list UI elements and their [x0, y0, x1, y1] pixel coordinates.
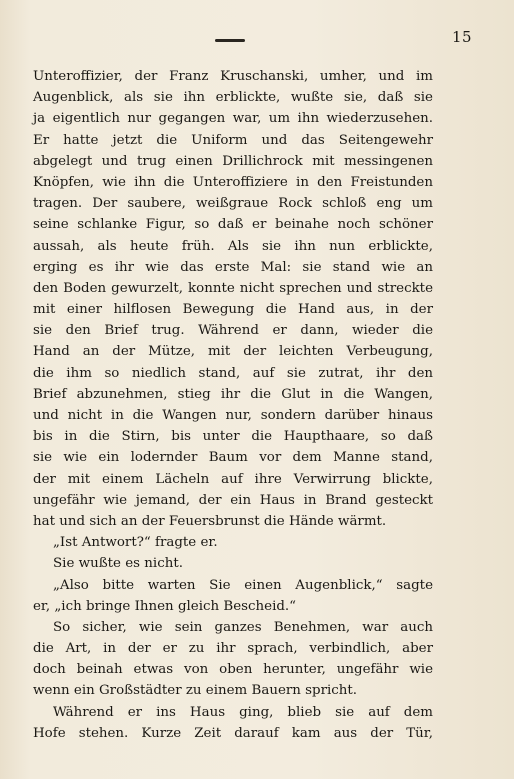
text-line: „Also bitte warten Sie einen Augenblick,“ sagte: [53, 577, 433, 593]
text-line: ungefähr wie jemand, der ein Haus in Brand gesteckt: [33, 492, 433, 508]
text-line: abgelegt und trug einen Drillichrock mit messingenen: [33, 153, 433, 169]
text-line: ja eigentlich nur gegangen war, um ihn wiederzusehen.: [33, 111, 433, 127]
text-line: Während er ins Haus ging, blieb sie auf dem: [53, 704, 433, 720]
text-line: Unteroffizier, der Franz Kruschanski, umher, und im: [33, 69, 433, 84]
text-line: Augenblick, als sie ihn erblickte, wußte sie, daß sie: [33, 90, 433, 106]
text-line: wenn ein Großstädter zu einem Bauern spricht.: [33, 683, 358, 699]
text-line: Hand an der Mütze, mit der leichten Verbeugung,: [33, 344, 433, 360]
text-line: mit einer hilflosen Bewegung die Hand aus, in der: [33, 302, 433, 318]
text-line: Hofe stehen. Kurze Zeit darauf kam aus der Tür,: [33, 725, 433, 741]
text-line: „Ist Antwort?“ fragte er.: [53, 535, 218, 551]
text-line: den Boden gewurzelt, konnte nicht sprechen und streckte: [33, 280, 433, 296]
text-line: Brief abzunehmen, stieg ihr die Glut in die Wangen,: [33, 386, 433, 402]
text-line: die Art, in der er zu ihr sprach, verbindlich, aber: [33, 641, 433, 657]
text-line: Knöpfen, wie ihn die Unteroffiziere in den Freistunden: [33, 174, 433, 190]
text-line: Sie wußte es nicht.: [53, 556, 183, 572]
text-line: seine schlanke Figur, so daß er beinahe noch schöner: [33, 217, 433, 233]
body-text: [33, 66, 433, 744]
text-line: hat und sich an der Feuersbrunst die Hände wärmt.: [33, 513, 387, 529]
header-rule: [215, 39, 245, 42]
page-number: 15: [452, 28, 473, 46]
text-line: er, „ich bringe Ihnen gleich Bescheid.“: [33, 598, 297, 614]
text-line: Er hatte jetzt die Uniform und das Seitengewehr: [33, 132, 433, 148]
text-line: und nicht in die Wangen nur, sondern darüber hinaus: [33, 408, 433, 423]
text-line: sie wie ein lodernder Baum vor dem Manne stand,: [33, 450, 433, 466]
text-line: doch beinah etwas von oben herunter, ungefähr wie: [33, 662, 433, 678]
text-line: die ihm so niedlich stand, auf sie zutrat, ihr den: [33, 365, 433, 381]
text-line: aussah, als heute früh. Als sie ihn nun erblickte,: [33, 238, 433, 254]
text-line: bis in die Stirn, bis unter die Haupthaare, so daß: [33, 429, 433, 445]
text-line: sie den Brief trug. Während er dann, wieder die: [33, 323, 433, 339]
text-line: der mit einem Lächeln auf ihre Verwirrung blickte,: [33, 471, 433, 487]
text-line: tragen. Der saubere, weißgraue Rock schloß eng um: [33, 196, 433, 212]
text-line: So sicher, wie sein ganzes Benehmen, war auch: [53, 619, 433, 635]
text-line: erging es ihr wie das erste Mal: sie stand wie an: [33, 259, 433, 275]
